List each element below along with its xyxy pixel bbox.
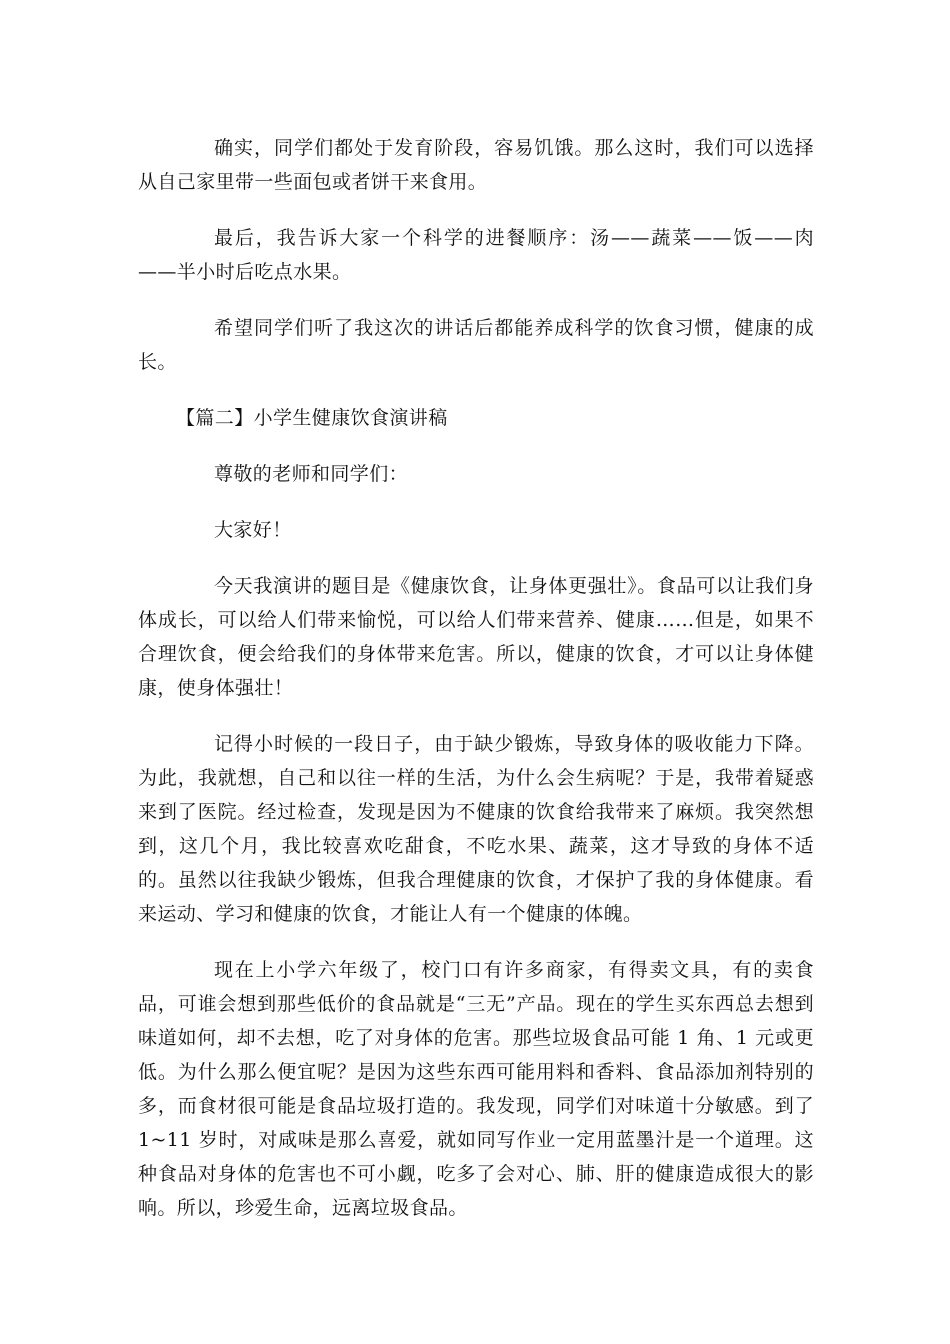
- paragraph: 希望同学们听了我这次的讲话后都能养成科学的饮食习惯，健康的成长。: [138, 317, 814, 373]
- paragraph: 记得小时候的一段日子，由于缺少锻炼，导致身体的吸收能力下降。为此，我就想，自己和以往一样的生活，为什么会生病呢？于是，我带着疑惑来到了医院。经过检查，发现是因为不健康的饮食给我带来了麻烦。我突然想到，这几个月，我比较喜欢吃甜食，不吃水果、蔬菜，这才导致的身体不适的。虽然以往我缺少锻炼，但我合理健康的饮食，才保护了我的身体健康。看来运动、学习和健康的饮食，才能让人有一个健康的体魄。: [138, 733, 814, 925]
- paragraph: 今天我演讲的题目是《健康饮食，让身体更强壮》。食品可以让我们身体成长，可以给人们带来愉悦，可以给人们带来营养、健康……但是，如果不合理饮食，便会给我们的身体带来危害。所以，健康的饮食，才可以让身体健康，使身体强壮！: [138, 575, 814, 699]
- section-heading: 【篇二】小学生健康饮食演讲稿: [176, 407, 448, 429]
- paragraph: 确实，同学们都处于发育阶段，容易饥饿。那么这时，我们可以选择从自己家里带一些面包或者饼干来食用。: [138, 137, 814, 193]
- paragraph: 最后，我告诉大家一个科学的进餐顺序：汤——蔬菜——饭——肉——半小时后吃点水果。: [138, 227, 814, 283]
- salutation: 尊敬的老师和同学们：: [214, 463, 409, 485]
- greeting: 大家好！: [214, 519, 292, 541]
- paragraph: 现在上小学六年级了，校门口有许多商家，有得卖文具，有的卖食品，可谁会想到那些低价的食品就是“三无”产品。现在的学生买东西总去想到味道如何，却不去想，吃了对身体的危害。那些垃圾食品可能 1 角、1 元或更低。为什么那么便宜呢？是因为这些东西可能用料和香料、食品添加剂特别的多，而食材很可能是食品垃圾打造的。我发现，同学们对味道十分敏感。到了 1~11 岁时，对咸味是那么喜爱，就如同写作业一定用蓝墨汁是一个道理。这种食品对身体的危害也不可小觑，吃多了会对心、肺、肝的健康造成很大的影响。所以，珍爱生命，远离垃圾食品。: [138, 959, 814, 1219]
- document-body: [138, 131, 814, 1247]
